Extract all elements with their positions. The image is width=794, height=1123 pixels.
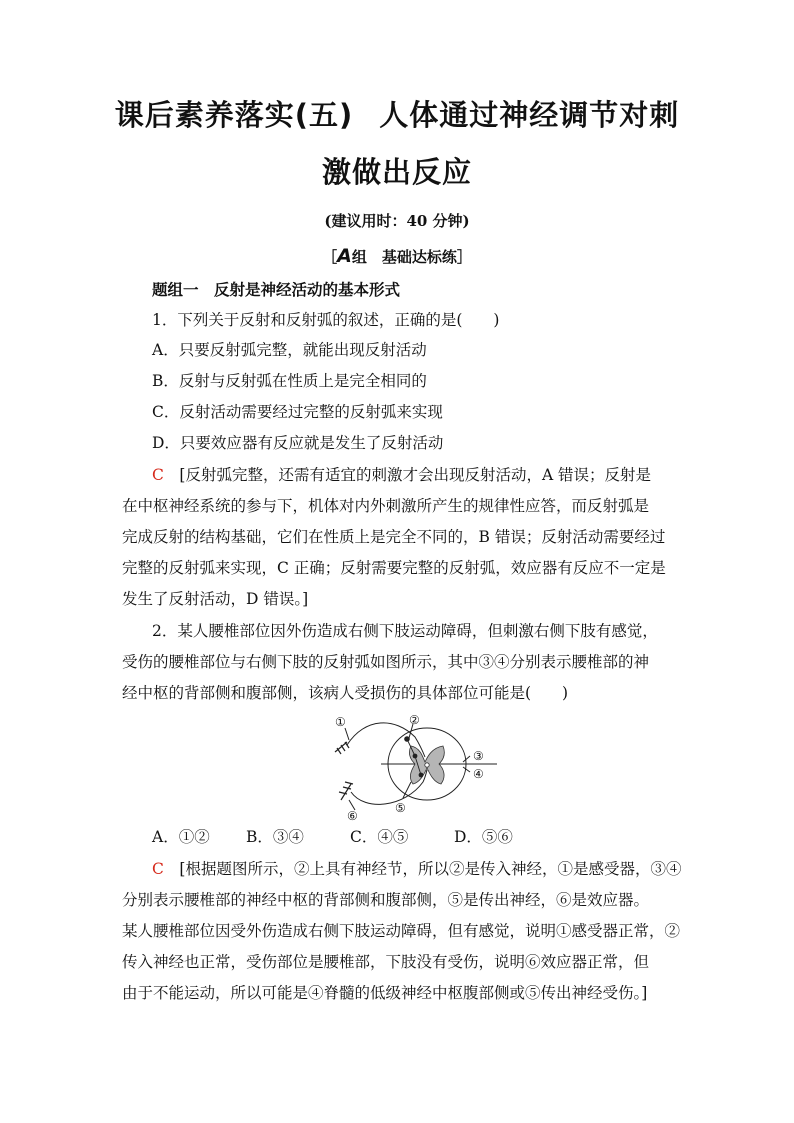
q1-option-d: D．只要效应器有反应就是发生了反射活动 <box>152 434 444 452</box>
title-part-1: 课后素养落实(五) <box>114 98 354 132</box>
q2-stem-line: 经中枢的背部侧和腹部侧，该病人受损伤的具体部位可能是( ) <box>122 684 569 702</box>
q2-option-d: D．⑤⑥ <box>454 828 513 846</box>
q1-explain-line: 完成反射的结构基础，它们在性质上是完全不同的，B 错误；反射活动需要经过 <box>122 528 666 546</box>
q2-stem-line: 2．某人腰椎部位因外伤造成右侧下肢运动障碍，但刺激右侧下肢有感觉， <box>152 622 658 640</box>
group-badge: A <box>337 245 352 267</box>
q1-stem: 1．下列关于反射和反射弧的叙述，正确的是( ) <box>152 311 500 329</box>
bracket-close: ］ <box>456 248 472 266</box>
reflex-arc-figure <box>325 712 505 824</box>
q2-explain-line: 传入神经也正常，受伤部位是腰椎部，下肢没有受伤，说明⑥效应器正常，但 <box>122 953 650 971</box>
q2-answer: C <box>152 860 164 878</box>
q1-option-a: A．只要反射弧完整，就能出现反射活动 <box>152 341 427 359</box>
q2-stem-line: 受伤的腰椎部位与右侧下肢的反射弧如图所示，其中③④分别表示腰椎部的神 <box>122 653 650 671</box>
suggested-time: (建议用时：40 分钟) <box>324 212 470 230</box>
q2-explain-line: C [根据题图所示，②上具有神经节，所以②是传入神经，①是感受器，③④ <box>152 860 682 878</box>
figure-label-1: ① <box>335 715 346 729</box>
figure-label-2: ② <box>409 713 420 727</box>
figure-label-6: ⑥ <box>347 809 358 823</box>
q2-explain-line: 某人腰椎部位因受外伤造成右侧下肢运动障碍，但有感觉，说明①感受器正常，② <box>122 922 681 940</box>
q2-explain-line: 分别表示腰椎部的神经中枢的背部侧和腹部侧，⑤是传出神经，⑥是效应器。 <box>122 891 650 909</box>
q2-explain-line: 由于不能运动，所以可能是④脊髓的低级神经中枢腹部侧或⑤传出神经受伤。] <box>122 984 648 1002</box>
q1-option-b: B．反射与反射弧在性质上是完全相同的 <box>152 372 427 390</box>
group-heading <box>0 245 794 267</box>
q2-option-c: C．④⑤ <box>350 828 409 846</box>
q2-options <box>152 830 513 846</box>
figure-label-4: ④ <box>473 767 484 781</box>
group-label: 组 基础达标练 <box>351 248 457 266</box>
q1-explain-line: 发生了反射活动，D 错误。] <box>122 590 309 608</box>
topic-heading: 题组一 反射是神经活动的基本形式 <box>152 280 401 299</box>
q1-explain-line: 完整的反射弧来实现，C 正确；反射需要完整的反射弧，效应器有反应不一定是 <box>122 559 666 577</box>
q1-explain-line: C [反射弧完整，还需有适宜的刺激才会出现反射活动，A 错误；反射是 <box>152 466 652 484</box>
figure-label-5: ⑤ <box>395 801 406 815</box>
figure-label-3: ③ <box>473 749 484 763</box>
title-part-2: 人体通过神经调节对刺 <box>379 98 680 132</box>
q2-option-b: B．③④ <box>246 828 304 846</box>
page-title <box>100 98 694 132</box>
q1-option-c: C．反射活动需要经过完整的反射弧来实现 <box>152 403 443 421</box>
q1-answer: C <box>152 466 164 484</box>
q1-explain-line: 在中枢神经系统的参与下，机体对内外刺激所产生的规律性应答，而反射弧是 <box>122 497 650 515</box>
bracket-open: ［ <box>322 248 338 266</box>
q2-option-a: A．①② <box>152 828 210 846</box>
page-title-line2: 激做出反应 <box>321 155 472 189</box>
